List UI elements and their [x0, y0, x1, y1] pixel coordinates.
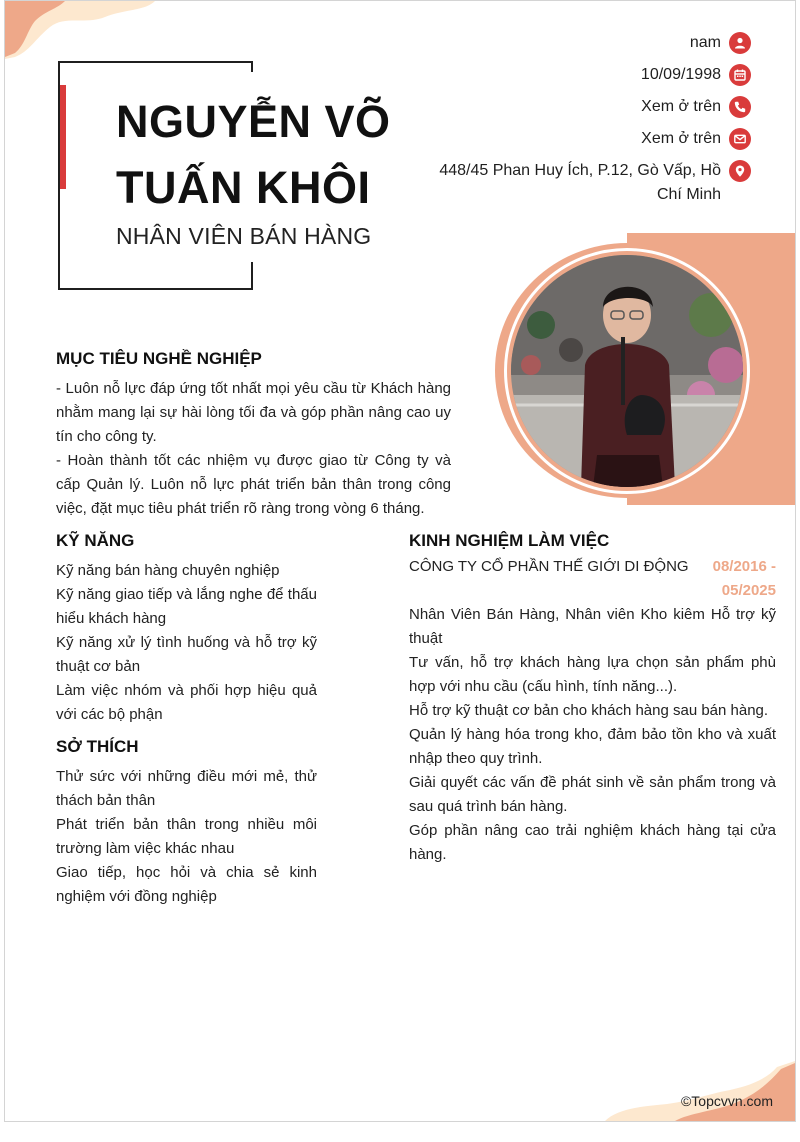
phone-text: Xem ở trên — [641, 98, 721, 115]
contact-email — [411, 127, 751, 151]
skills-title: KỸ NĂNG — [56, 531, 135, 550]
skill-item: Làm việc nhóm và phối hợp hiệu quả với các bộ phận — [56, 682, 317, 723]
hobby-item: Giao tiếp, học hỏi và chia sẻ kinh nghiệm với đồng nghiệp — [56, 864, 317, 905]
experience-item: Góp phần nâng cao trải nghiệm khách hàng tại cửa hàng. — [409, 822, 776, 863]
email-text: Xem ở trên — [641, 130, 721, 147]
user-icon — [729, 32, 751, 54]
objective-title: MỤC TIÊU NGHỀ NGHIỆP — [56, 349, 262, 368]
experience-header — [409, 555, 776, 603]
calendar-icon — [729, 64, 751, 86]
cv-page — [4, 0, 796, 1122]
experience-item: Giải quyết các vấn đề phát sinh về sản phẩm trong và sau quá trình bán hàng. — [409, 774, 776, 815]
career-objective-section — [56, 349, 451, 521]
left-column — [56, 531, 317, 919]
experience-item: Quản lý hàng hóa trong kho, đảm bảo tồn kho và xuất nhập theo quy trình. — [409, 726, 776, 767]
full-name: NGUYỄN VÕ TUẤN KHÔI — [116, 96, 391, 213]
experience-item: Tư vấn, hỗ trợ khách hàng lựa chọn sản phẩm phù hợp với nhu cầu (cấu hình, tính năng...). — [409, 654, 776, 695]
skills-section — [56, 531, 317, 727]
work-period: 08/2016 - 05/2025 — [712, 558, 776, 599]
mail-icon — [729, 128, 751, 150]
contact-birthday — [411, 63, 751, 87]
company-name: CÔNG TY CỔ PHẦN THẾ GIỚI DI ĐỘNG — [409, 558, 689, 575]
contact-phone — [411, 95, 751, 119]
corner-decoration-bottom-right — [605, 1061, 795, 1121]
profile-photo — [495, 243, 759, 498]
hobbies-section — [56, 737, 317, 909]
contact-gender — [411, 31, 751, 55]
accent-bar — [60, 85, 66, 189]
objective-line: - Hoàn thành tốt các nhiệm vụ được giao từ Công ty và cấp Quản lý. Luôn nỗ lực phát triển bản thân trong công việc, đặt mục tiêu phát triển rõ ràng trong vòng 6 tháng. — [56, 452, 451, 517]
experience-title: KINH NGHIỆM LÀM VIỆC — [409, 531, 610, 550]
contact-address — [411, 159, 751, 207]
skill-item: Kỹ năng xử lý tình huống và hỗ trợ kỹ thuật cơ bản — [56, 634, 317, 675]
job-title: NHÂN VIÊN BÁN HÀNG — [116, 223, 372, 249]
phone-icon — [729, 96, 751, 118]
location-icon — [729, 160, 751, 182]
hobby-item: Phát triển bản thân trong nhiều môi trường làm việc khác nhau — [56, 816, 317, 857]
skill-item: Kỹ năng giao tiếp và lắng nghe để thấu hiểu khách hàng — [56, 586, 317, 627]
address-text: 448/45 Phan Huy Ích, P.12, Gò Vấp, Hồ Chí Minh — [439, 162, 721, 203]
copyright-footer: ©Topcvvn.com — [680, 1093, 773, 1109]
contact-info — [411, 31, 751, 215]
corner-decoration-top-left — [5, 1, 165, 61]
experience-section — [409, 531, 776, 867]
hobbies-title: SỞ THÍCH — [56, 737, 139, 756]
skill-item: Kỹ năng bán hàng chuyên nghiệp — [56, 562, 280, 579]
gender-text: nam — [689, 34, 721, 51]
birthday-text: 10/09/1998 — [640, 66, 721, 83]
experience-item: Nhân Viên Bán Hàng, Nhân viên Kho kiêm Hỗ trợ kỹ thuật — [409, 606, 776, 647]
objective-line: - Luôn nỗ lực đáp ứng tốt nhất mọi yêu cầu từ Khách hàng nhằm mang lại sự hài lòng tối đa và góp phần nâng cao uy tín cho công ty. — [56, 380, 451, 445]
experience-item: Hỗ trợ kỹ thuật cơ bản cho khách hàng sau bán hàng. — [409, 702, 769, 719]
hobby-item: Thử sức với những điều mới mẻ, thử thách bản thân — [56, 768, 317, 809]
